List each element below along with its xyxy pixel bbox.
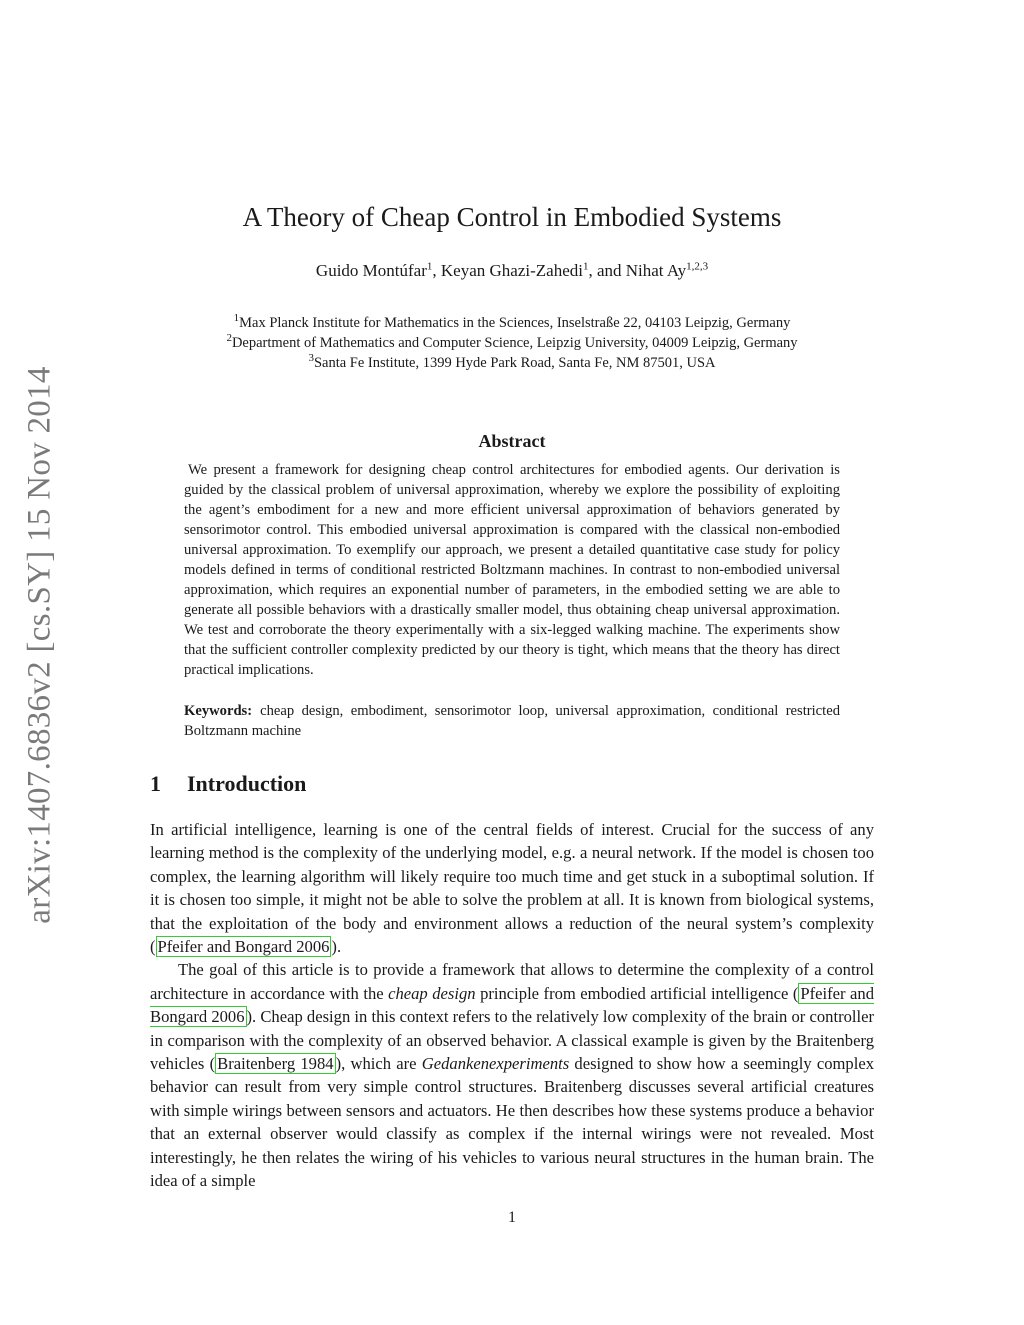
author-affiliation-mark: 1 (582, 260, 589, 273)
keywords-block (184, 701, 840, 741)
abstract-heading: Abstract (478, 431, 546, 451)
paragraph-text: designed to show how a seemingly complex behavior can result from very simple control structures. Braitenberg discusses several artificial creatures with simple wirings between sensors and actuators. He then describes how these systems produce a behavior that an external observer would classify as complex if the internal wirings were not revealed. Most interestingly, he then relates the wiring of his vehicles to various neural structures in the human brain. The idea of a simple (150, 1054, 874, 1191)
citation-link[interactable]: Pfeifer and Bongard 2006 (150, 983, 874, 1027)
author-separator: , and (588, 261, 626, 280)
abstract-text: We present a framework for designing cheap control architectures for embodied agents. Our derivation is guided by the classical problem of universal approximation, whereby we explore the possibility of exploiting the agent’s embodiment for a new and more efficient universal approximation of behaviors generated by sensorimotor control. This embodied universal approximation is compared with the classical non-embodied universal approximation. To exemplify our approach, we present a detailed quantitative case study for policy models defined in terms of conditional restricted Boltzmann machines. In contrast to non-embodied universal approximation, which requires an exponential number of parameters, in the embodied setting we are able to generate all possible behaviors with a drastically smaller model, thus obtaining cheap universal approximation. We test and corroborate the theory experimentally with a six-legged walking machine. The experiments show that the sufficient controller complexity predicted by our theory is tight, which means that the theory has direct practical implications. (184, 462, 840, 678)
affiliation-text: Department of Mathematics and Computer Science, Leipzig University, 04009 Leipzig, Germany (231, 335, 798, 351)
affiliation-list (0, 313, 1024, 373)
affiliation-number: 1 (233, 312, 240, 325)
paragraph-text: ). (331, 937, 342, 957)
affiliation-text: Max Planck Institute for Mathematics in the Sciences, Inselstraße 22, 04103 Leipzig, Germany (239, 315, 791, 331)
affiliation-line (0, 313, 1024, 333)
affiliation-number: 3 (308, 352, 314, 365)
affiliation-line (0, 353, 1024, 373)
emphasis-text: cheap design (388, 983, 476, 1003)
paragraph-text: ), which are (335, 1054, 422, 1074)
emphasis-text: Gedankenexperiments (421, 1054, 570, 1074)
author-name: Guido Montúfar (315, 261, 427, 280)
introduction-body (150, 818, 874, 1193)
keywords-text: cheap design, embodiment, sensorimotor loop, universal approximation, conditional restricted Boltzmann machine (184, 703, 840, 739)
section-heading (150, 771, 306, 797)
paragraph-text: principle from embodied artificial intelligence ( (475, 983, 799, 1003)
citation-link[interactable]: Pfeifer and Bongard 2006 (157, 937, 330, 957)
author-list (0, 261, 1024, 281)
arxiv-identifier-text: arXiv:1407.6836v2 [cs.SY] 15 Nov 2014 (21, 366, 58, 924)
page-number: 1 (508, 1209, 516, 1226)
paragraph-text: ). Cheap design in this context refers to the relatively low complexity of the brain or controller in comparison with the complexity of an observed behavior. A classical example is given by the Braitenberg vehicles ( (150, 1007, 875, 1074)
author-name: Keyan Ghazi-Zahedi (440, 261, 583, 280)
section-number: 1 (150, 771, 161, 796)
keywords-label: Keywords: (184, 703, 253, 719)
paragraph (150, 818, 874, 958)
author-separator: , (432, 261, 441, 280)
paragraph (150, 958, 874, 1192)
section-title: Introduction (187, 771, 307, 796)
paragraph-text: In artificial intelligence, learning is one of the central fields of interest. Crucial for the success of any learning method is the complexity of the underlying model, e.g. a neural network. If the model is chosen too complex, the learning algorithm will likely require too much time and get stuck in a suboptimal solution. If it is chosen too simple, it might not be able to solve the problem at all. It is known from biological systems, that the exploitation of the body and environment allows a reduction of the neural system’s complexity ( (150, 820, 874, 957)
affiliation-text: Santa Fe Institute, 1399 Hyde Park Road, Santa Fe, NM 87501, USA (313, 355, 716, 371)
paragraph-text: The goal of this article is to provide a framework that allows to determine the complexity of a control architecture in accordance with the (150, 960, 874, 1003)
author-name: Nihat Ay (625, 261, 687, 280)
affiliation-line (0, 333, 1024, 353)
author-affiliation-mark: 1 (426, 260, 433, 273)
affiliation-number: 2 (226, 332, 232, 345)
author-affiliation-mark: 1,2,3 (686, 260, 709, 273)
citation-link[interactable]: Braitenberg 1984 (217, 1054, 334, 1074)
paper-title: A Theory of Cheap Control in Embodied Systems (242, 202, 782, 232)
